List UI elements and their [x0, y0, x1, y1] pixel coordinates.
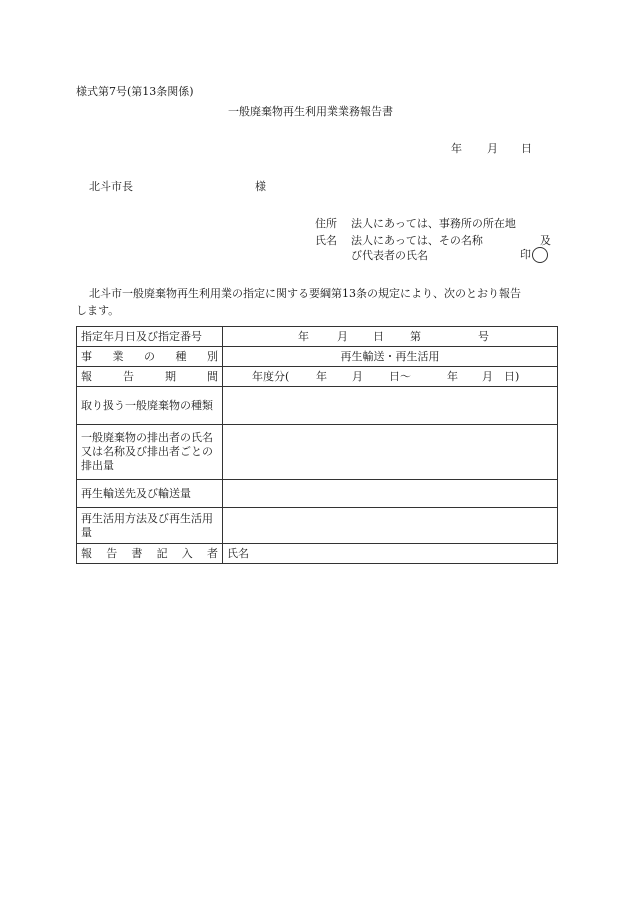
row-label: 報 告 期 間 — [77, 367, 223, 387]
addressee-honorific: 様 — [255, 180, 266, 193]
table-row — [77, 425, 558, 480]
body-line-2: します。 — [76, 304, 120, 317]
report-period[interactable]: 年度分( 年 月 日～ 年 月 日) — [223, 367, 558, 387]
designation-date-number[interactable]: 年 月 日 第 号 — [223, 327, 558, 347]
table-row — [77, 387, 558, 425]
table-row — [77, 327, 558, 347]
table-row — [77, 367, 558, 387]
transport-field[interactable] — [223, 480, 558, 508]
seal-mark — [520, 247, 548, 263]
row-label: 事 業 の 種 別 — [77, 347, 223, 367]
address-label: 住所 — [315, 217, 337, 230]
row-label: 報 告 書 記 入 者 — [77, 544, 223, 564]
table-row — [77, 508, 558, 544]
name-label: 氏名 — [315, 234, 337, 247]
dischargers-field[interactable] — [223, 425, 558, 480]
name-note-line2: び代表者の氏名 — [351, 249, 428, 262]
row-label: 再生輸送先及び輸送量 — [77, 480, 223, 508]
table-row — [77, 347, 558, 367]
date-year: 年 — [451, 142, 462, 155]
seal-circle-icon — [532, 247, 548, 263]
table-row — [77, 480, 558, 508]
document-title: 一般廃棄物再生利用業業務報告書 — [228, 105, 393, 118]
row-label: 指定年月日及び指定番号 — [77, 327, 223, 347]
row-label: 再生活用方法及び再生活用量 — [77, 508, 223, 544]
table-row — [77, 544, 558, 564]
date-month: 月 — [487, 142, 498, 155]
addressee-name: 北斗市長 — [89, 180, 133, 193]
waste-types-field[interactable] — [223, 387, 558, 425]
business-type: 再生輸送・再生活用 — [223, 347, 558, 367]
row-label: 一般廃棄物の排出者の氏名又は名称及び排出者ごとの排出量 — [77, 425, 223, 480]
name-note-line1-end: 及 — [540, 234, 551, 247]
body-line-1: 北斗市一般廃棄物再生利用業の指定に関する要綱第13条の規定により、次のとおり報告 — [89, 287, 521, 300]
date-day: 日 — [521, 142, 532, 155]
name-note-line1: 法人にあっては、その名称 — [351, 234, 483, 247]
address-note: 法人にあっては、事務所の所在地 — [351, 217, 516, 230]
row-label: 取り扱う一般廃棄物の種類 — [77, 387, 223, 425]
form-number: 様式第7号(第13条関係) — [76, 85, 194, 98]
reporter-name-field[interactable]: 氏名 — [223, 544, 558, 564]
reuse-field[interactable] — [223, 508, 558, 544]
seal-label: 印 — [520, 248, 531, 261]
report-table — [76, 326, 558, 564]
